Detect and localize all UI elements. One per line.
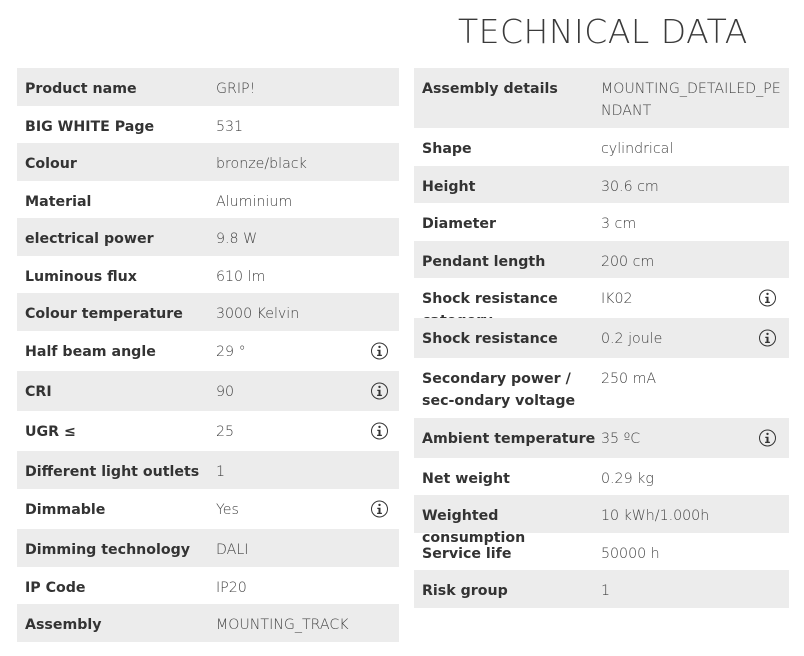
info-icon[interactable] xyxy=(759,290,776,307)
spec-label: Shape xyxy=(422,141,472,157)
spec-label: Shock resistance xyxy=(422,291,558,307)
spec-label: Ambient temperature xyxy=(422,431,596,447)
spec-row xyxy=(17,181,399,218)
spec-row xyxy=(17,218,399,256)
spec-value: 29 ° xyxy=(216,344,246,360)
spec-value: 9.8 W xyxy=(216,231,258,247)
spec-label: electrical power xyxy=(25,231,154,247)
spec-row xyxy=(414,570,789,608)
spec-value: GRIP! xyxy=(216,81,256,97)
spec-row xyxy=(414,495,789,546)
spec-value: bronze/black xyxy=(216,156,307,172)
spec-row xyxy=(17,143,399,181)
spec-row xyxy=(414,318,789,358)
spec-row xyxy=(17,451,399,489)
info-icon[interactable] xyxy=(759,330,776,347)
spec-label: Service life xyxy=(422,546,512,562)
spec-label: Shock resistance xyxy=(422,331,558,347)
spec-row xyxy=(414,128,789,166)
spec-value: 30.6 cm xyxy=(601,179,659,195)
spec-value: Yes xyxy=(216,502,239,518)
spec-value: IP20 xyxy=(216,580,247,596)
spec-label: Diameter xyxy=(422,216,497,232)
spec-label: Assembly details xyxy=(422,81,558,97)
spec-label: Dimmable xyxy=(25,502,106,518)
spec-row xyxy=(414,68,789,128)
info-icon[interactable] xyxy=(371,501,388,518)
spec-value: 35 ºC xyxy=(601,431,641,447)
page-title: TECHNICAL DATA xyxy=(458,12,748,51)
spec-row xyxy=(17,331,399,371)
info-icon[interactable] xyxy=(371,343,388,360)
spec-row xyxy=(17,371,399,411)
spec-value: 1 xyxy=(216,464,226,480)
spec-row xyxy=(17,567,399,604)
spec-label: Assembly xyxy=(25,617,102,633)
spec-value: 250 mA xyxy=(601,371,657,387)
spec-value: 610 lm xyxy=(216,269,266,285)
spec-value: 90 xyxy=(216,384,235,400)
spec-label: Secondary power / sec-ondary voltage xyxy=(422,371,576,409)
spec-row xyxy=(17,293,399,331)
spec-label: Net weight xyxy=(422,471,510,487)
spec-row xyxy=(414,241,789,278)
spec-label: Colour xyxy=(25,156,77,172)
spec-value: 200 cm xyxy=(601,254,655,270)
spec-row xyxy=(17,256,399,293)
spec-row xyxy=(414,166,789,203)
spec-value: IK02 xyxy=(601,291,633,307)
spec-value: 1 xyxy=(601,583,611,599)
spec-value: MOUNTING_DETAILED_PENDANT xyxy=(601,81,781,119)
spec-value: 0.2 joule xyxy=(601,331,663,347)
spec-row xyxy=(414,418,789,458)
spec-label: Material xyxy=(25,194,92,210)
spec-row xyxy=(414,203,789,241)
spec-value: cylindrical xyxy=(601,141,674,157)
spec-label: Different light outlets xyxy=(25,464,200,480)
spec-value: 3 cm xyxy=(601,216,637,232)
spec-label: Product name xyxy=(25,81,137,97)
spec-label: UGR ≤ xyxy=(25,424,76,440)
spec-label: Half beam angle xyxy=(25,344,156,360)
spec-label: Risk group xyxy=(422,583,508,599)
spec-value: MOUNTING_TRACK xyxy=(216,617,349,633)
spec-value: 25 xyxy=(216,424,235,440)
info-icon[interactable] xyxy=(371,423,388,440)
spec-row xyxy=(17,489,399,529)
spec-value: 3000 Kelvin xyxy=(216,306,300,322)
spec-label: Height xyxy=(422,179,476,195)
spec-label: CRI xyxy=(25,384,52,400)
spec-label: Dimming technology xyxy=(25,542,191,558)
spec-label: Colour temperature xyxy=(25,306,183,322)
right-spec-table xyxy=(414,68,789,608)
spec-row xyxy=(414,358,789,418)
spec-value: 10 kWh/1.000h xyxy=(601,508,710,524)
info-icon[interactable] xyxy=(759,430,776,447)
spec-row xyxy=(17,529,399,567)
spec-row xyxy=(414,458,789,495)
spec-row xyxy=(17,68,399,106)
spec-row xyxy=(17,604,399,642)
spec-label: Weighted consumption xyxy=(422,508,526,546)
spec-value: 0.29 kg xyxy=(601,471,654,487)
spec-value: DALI xyxy=(216,542,249,558)
spec-row xyxy=(414,278,789,318)
left-spec-table xyxy=(17,68,399,642)
spec-label: BIG WHITE Page xyxy=(25,119,155,135)
spec-value: 531 xyxy=(216,119,244,135)
spec-label: IP Code xyxy=(25,580,86,596)
spec-label: Pendant length xyxy=(422,254,546,270)
spec-value: 50000 h xyxy=(601,546,660,562)
spec-row xyxy=(17,411,399,451)
spec-value: Aluminium xyxy=(216,194,293,210)
spec-label: Luminous flux xyxy=(25,269,137,285)
info-icon[interactable] xyxy=(371,383,388,400)
spec-row xyxy=(414,533,789,570)
spec-row xyxy=(17,106,399,143)
